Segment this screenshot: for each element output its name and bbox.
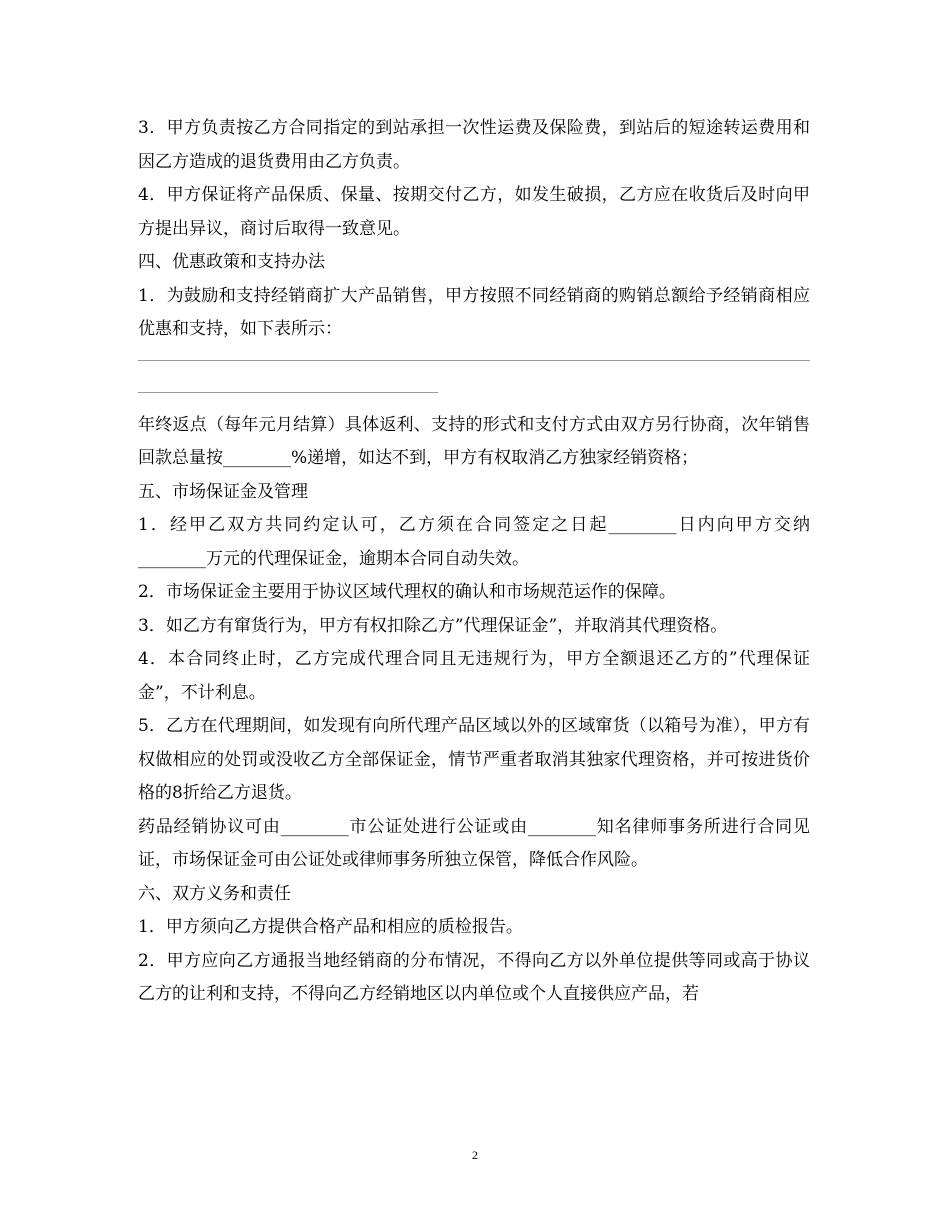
section-heading-6: 六、双方义务和责任 <box>138 883 291 904</box>
paragraph-5-1-deposit: 1．经甲乙双方共同约定认可，乙方须在合同签定之日起________日内向甲方交纳________万元的代理保证金，逾期本合同自动失效。 <box>138 515 810 569</box>
paragraph-1-support: 1．为鼓励和支持经销商扩大产品销售，甲方按照不同经销商的购销总额给予经销商相应优惠和支持，如下表所示： <box>138 285 810 339</box>
document-body <box>138 112 810 1012</box>
paragraph-5-5-penalty: 5．乙方在代理期间，如发现有向所代理产品区域以外的区域窜货（以箱号为准），甲方有权做相应的处罚或没收乙方全部保证金，情节严重者取消其独家代理资格，并可按进货价格的8折给乙方退货。 <box>138 716 810 803</box>
paragraph-6-1-qualified-products: 1．甲方须向乙方提供合格产品和相应的质检报告。 <box>138 917 523 937</box>
paragraph-5-4-refund: 4．本合同终止时，乙方完成代理合同且无违规行为，甲方全额退还乙方的”代理保证金”，不计利息。 <box>138 649 810 703</box>
table-placeholder-lines <box>138 347 810 409</box>
paragraph-5-2-deposit-use: 2．市场保证金主要用于协议区域代理权的确认和市场规范运作的保障。 <box>138 582 676 602</box>
paragraph-notary: 药品经销协议可由________市公证处进行公证或由________知名律师事务所进行合同见证，市场保证金可由公证处或律师事务所独立保管，降低合作风险。 <box>138 816 810 870</box>
separator-line-short <box>138 392 438 393</box>
section-heading-4: 四、优惠政策和支持办法 <box>138 252 325 272</box>
section-heading-5: 五、市场保证金及管理 <box>138 481 308 502</box>
paragraph-year-end-rebate: 年终返点（每年元月结算）具体返利、支持的形式和支付方式由双方另行协商，次年销售回款总量按________%递增，如达不到，甲方有权取消乙方独家经销资格； <box>138 414 810 468</box>
separator-line-long <box>138 360 810 361</box>
paragraph-3-freight: 3．甲方负责按乙方合同指定的到站承担一次性运费及保险费，到站后的短途转运费用和因乙方造成的退货费用由乙方负责。 <box>138 118 810 172</box>
paragraph-5-3-cross-selling: 3．如乙方有窜货行为，甲方有权扣除乙方”代理保证金”，并取消其代理资格。 <box>138 615 728 636</box>
paragraph-6-2-distribution: 2．甲方应向乙方通报当地经销商的分布情况，不得向乙方以外单位提供等同或高于协议乙方的让利和支持，不得向乙方经销地区以内单位或个人直接供应产品，若 <box>138 950 810 1004</box>
paragraph-4-delivery: 4．甲方保证将产品保质、保量、按期交付乙方，如发生破损，乙方应在收货后及时向甲方提出异议，商讨后取得一致意见。 <box>138 185 810 239</box>
page-number: 2 <box>472 1148 478 1162</box>
